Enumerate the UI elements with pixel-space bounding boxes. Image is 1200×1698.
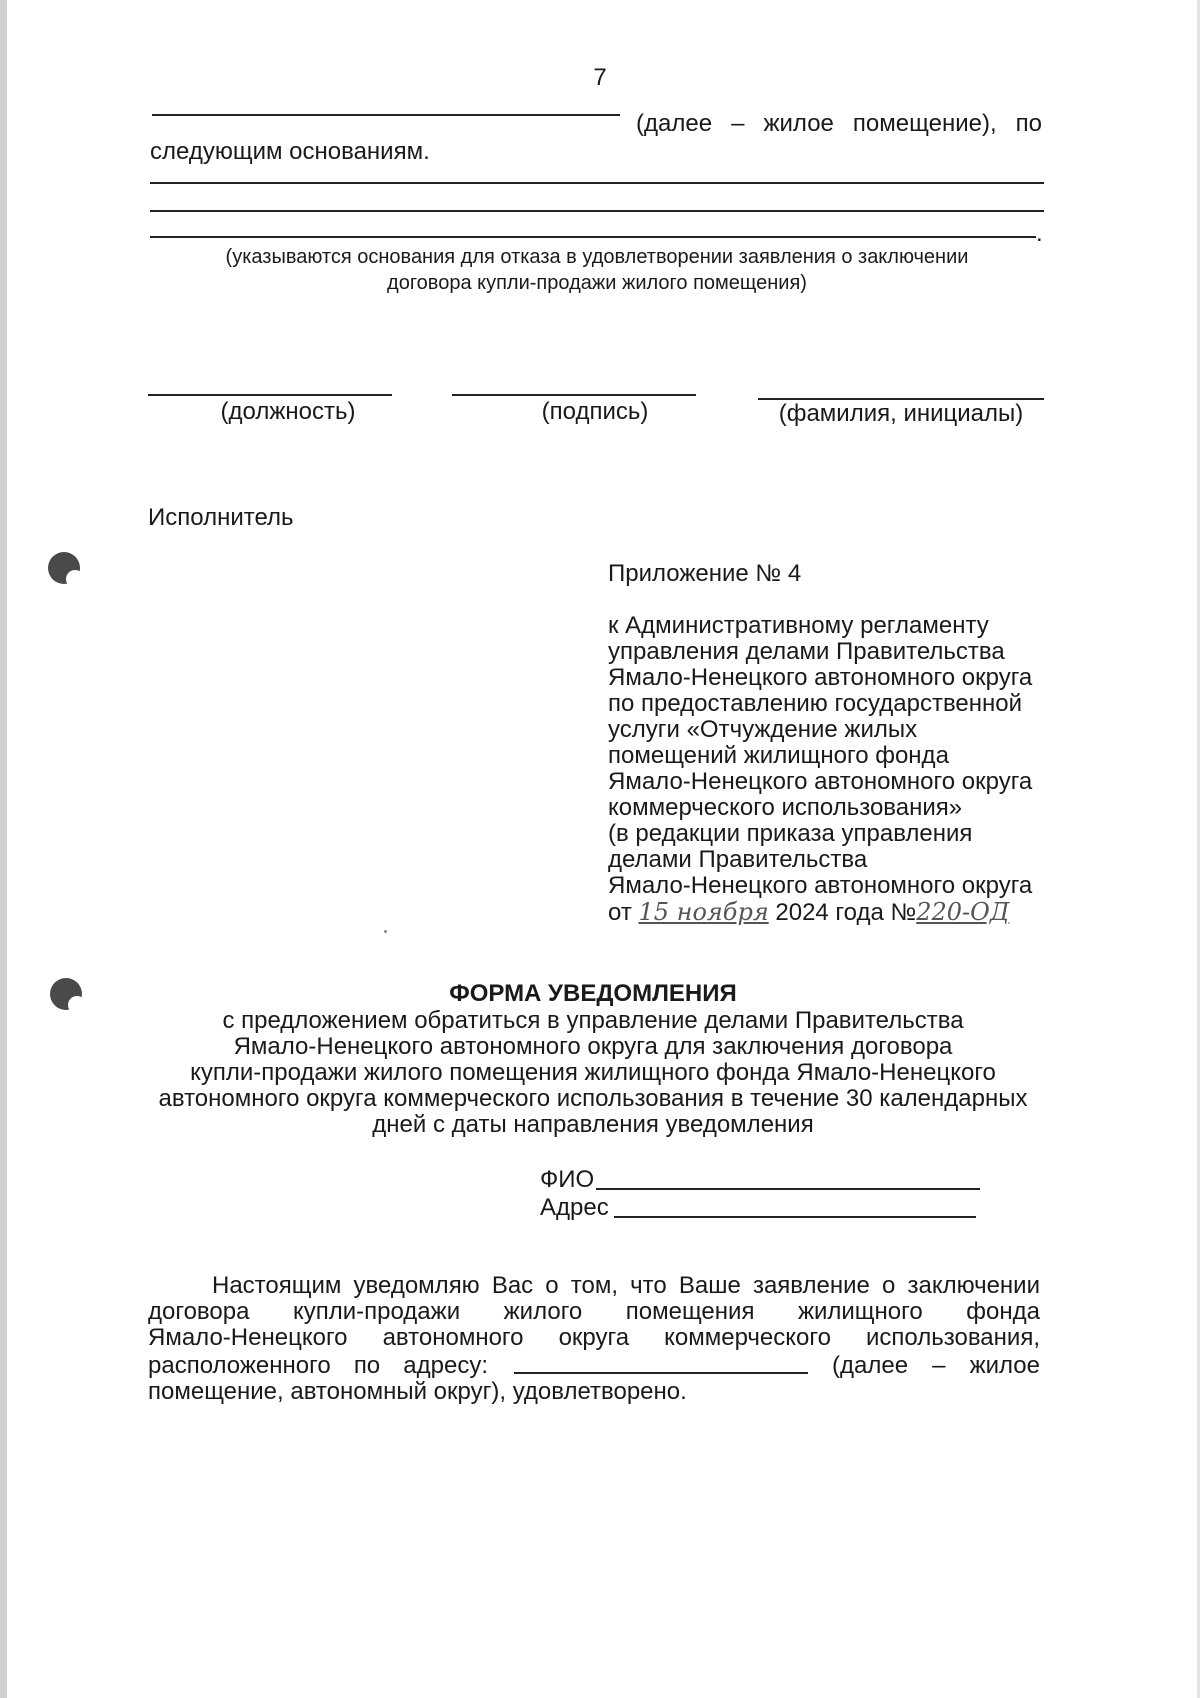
notice-word: о (545, 1272, 559, 1299)
form-subtitle (150, 1008, 1036, 1138)
form-subtitle-line: автономного округа коммерческого использования в течение 30 календарных (158, 1085, 1028, 1112)
notice-word: адресу: (403, 1352, 488, 1379)
appendix-block (608, 613, 1032, 926)
date-year: 2024 года № (775, 899, 917, 926)
appendix-line: по предоставлению государственной (608, 690, 1023, 717)
appendix-line: услуги «Отчуждение жилых (608, 716, 918, 743)
grounds-caption-line-1: (указываются основания для отказа в удовлетворении заявления о заключении (225, 246, 969, 268)
appendix-line: Ямало-Ненецкого автономного округа (608, 768, 1033, 795)
grounds-line-1 (150, 182, 1044, 184)
scan-left-edge (0, 0, 7, 1698)
appendix-line: управления делами Правительства (608, 638, 1005, 665)
form-subtitle-line: купли-продажи жилого помещения жилищного фонда Ямало-Ненецкого (190, 1059, 996, 1086)
handwritten-date: 15 ноября (638, 898, 769, 926)
notice-word: заключении (907, 1272, 1040, 1299)
appendix-date-line (608, 899, 1032, 926)
notice-word: уведомляю (353, 1272, 480, 1299)
grounds-line-2 (150, 210, 1044, 212)
appendix-line: делами Правительства (608, 846, 868, 873)
notice-word: жилищного (797, 1298, 923, 1325)
notice-word: по (353, 1352, 381, 1379)
position-label: (должность) (220, 398, 356, 425)
notice-word: о (881, 1272, 896, 1299)
blank-line (152, 114, 620, 116)
date-prefix: от (608, 899, 632, 926)
notice-word: Ямало-Ненецкого (148, 1324, 348, 1351)
notice-line-4-right (832, 1352, 1040, 1380)
fio-line[interactable] (596, 1188, 980, 1190)
notice-word: что (630, 1272, 667, 1299)
notice-word: – (932, 1352, 946, 1379)
residential-premise-text: (далее – жилое помещение), по (636, 110, 1042, 137)
notice-word: жилого (503, 1298, 583, 1325)
signature-label: (подпись) (541, 398, 649, 425)
notice-word: жилое (969, 1352, 1040, 1379)
grounds-caption-line-2: договора купли-продажи жилого помещения) (387, 272, 807, 294)
grounds-caption (150, 244, 1044, 296)
notice-word: автономного (382, 1324, 524, 1351)
notice-word: (далее (832, 1352, 909, 1379)
punch-hole-icon (48, 552, 80, 584)
appendix-line: Ямало-Ненецкого автономного округа (608, 664, 1033, 691)
executor-label: Исполнитель (148, 504, 294, 531)
grounds-line-dot: . (1036, 220, 1043, 247)
appendix-line: (в редакции приказа управления (608, 820, 973, 847)
address-blank-line (514, 1372, 808, 1374)
form-subtitle-line: дней с даты направления уведомления (372, 1111, 814, 1138)
address-label: Адрес (540, 1194, 609, 1221)
appendix-line: Ямало-Ненецкого автономного округа (608, 872, 1033, 899)
fio-label: ФИО (540, 1166, 595, 1193)
scan-speck (384, 930, 387, 933)
notice-word: том, (570, 1272, 619, 1299)
page-number: 7 (593, 64, 607, 91)
signature-line (452, 394, 696, 396)
handwritten-order-number: 220-ОД (916, 898, 1010, 926)
appendix-line: помещений жилищного фонда (608, 742, 949, 769)
form-title: ФОРМА УВЕДОМЛЕНИЯ (449, 980, 737, 1007)
notice-word: расположенного (148, 1352, 331, 1379)
punch-hole-icon (50, 978, 82, 1010)
notice-word: заявление (752, 1272, 870, 1299)
name-label: (фамилия, инициалы) (778, 400, 1024, 427)
appendix-title: Приложение № 4 (608, 560, 802, 587)
notice-line-1 (212, 1272, 1040, 1300)
appendix-line: к Административному регламенту (608, 612, 989, 639)
notice-line-5: помещение, автономный округ), удовлетворено. (148, 1378, 687, 1405)
notice-word: Ваше (678, 1272, 741, 1299)
notice-word: фонда (966, 1298, 1040, 1325)
notice-word: купли-продажи (292, 1298, 461, 1325)
notice-word: использования, (866, 1324, 1040, 1351)
notice-word: Настоящим (212, 1272, 342, 1299)
grounds-line-3 (150, 236, 1036, 238)
address-line[interactable] (614, 1216, 976, 1218)
appendix-line: коммерческого использования» (608, 794, 963, 821)
notice-word: Вас (491, 1272, 534, 1299)
notice-word: договора (148, 1298, 250, 1325)
notice-paragraph (148, 1272, 1040, 1406)
notice-line-4-left (148, 1352, 488, 1380)
notice-word: коммерческого (664, 1324, 831, 1351)
form-subtitle-line: с предложением обратиться в управление делами Правительства (222, 1007, 964, 1034)
form-subtitle-line: Ямало-Ненецкого автономного округа для заключения договора (233, 1033, 953, 1060)
notice-word: помещения (625, 1298, 755, 1325)
notice-word: округа (558, 1324, 630, 1351)
notice-line-4 (148, 1352, 1040, 1378)
notice-line-2 (148, 1298, 1040, 1326)
grounds-intro-text: следующим основаниям. (150, 138, 430, 165)
position-line (148, 394, 392, 396)
notice-line-3 (148, 1324, 1040, 1352)
